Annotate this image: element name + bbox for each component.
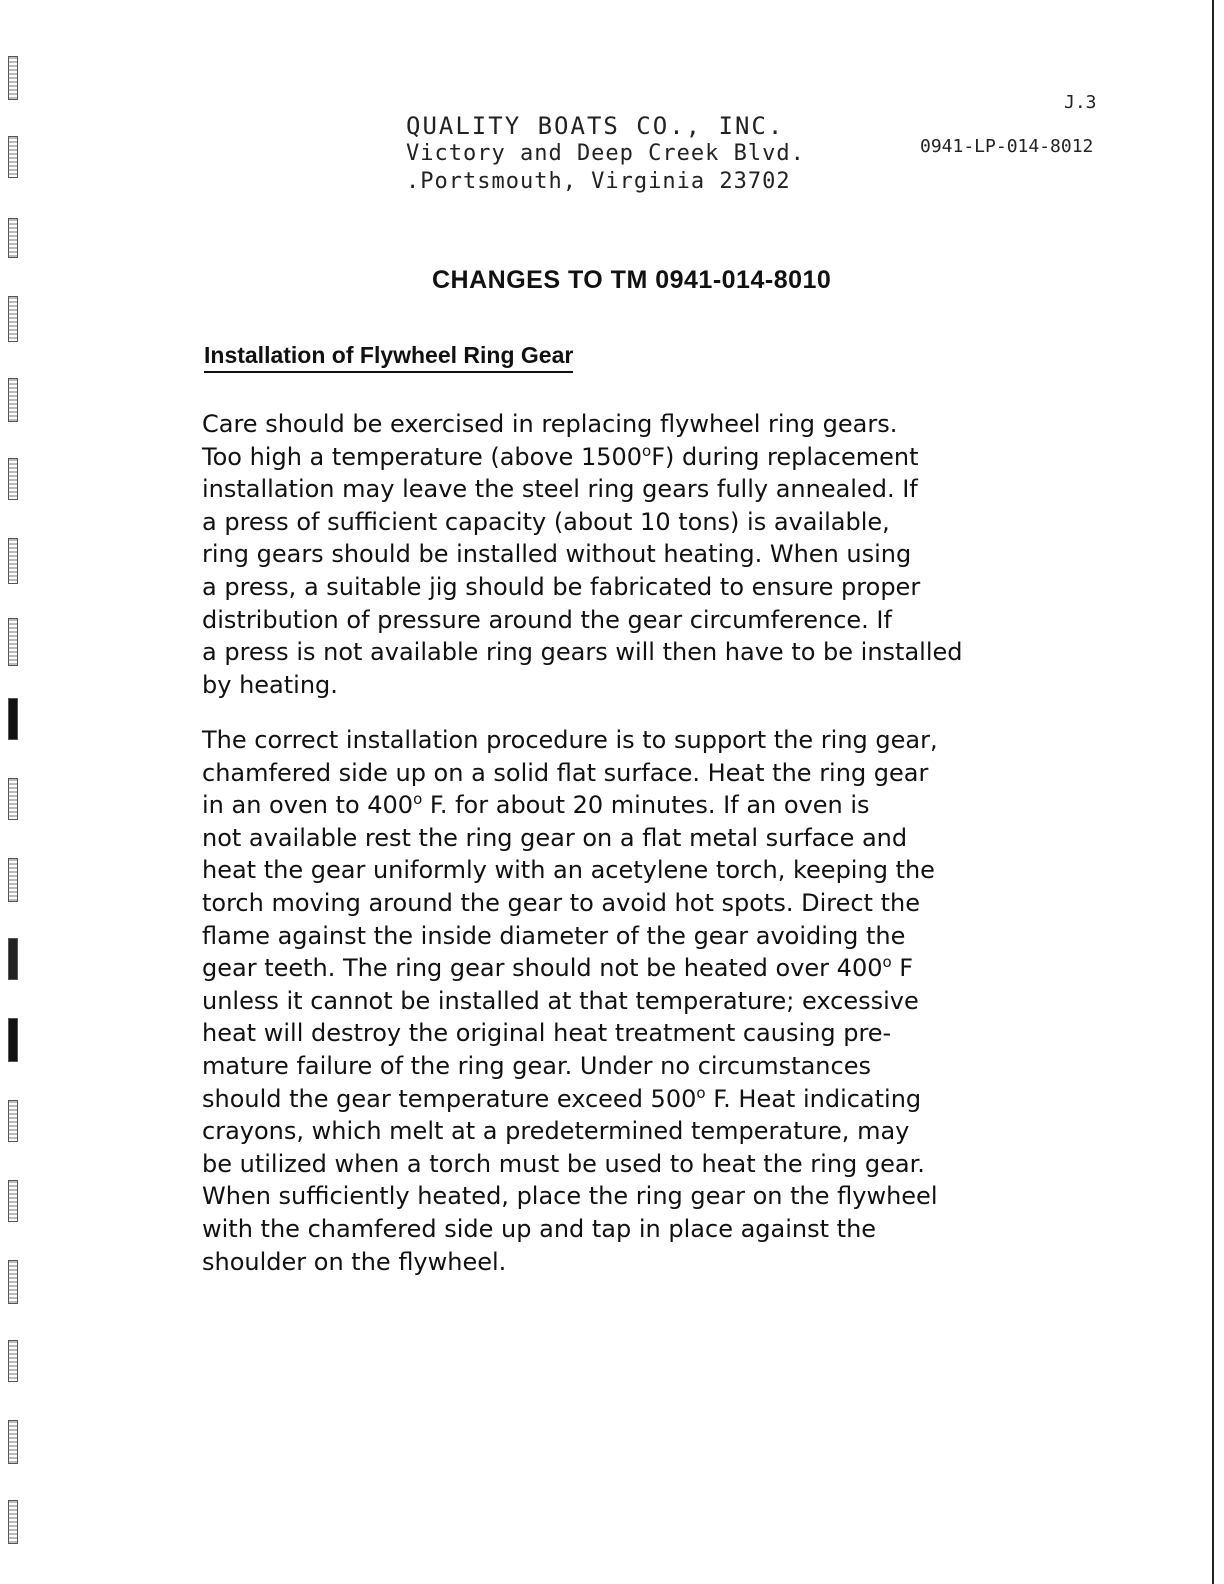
text-line: mature failure of the ring gear. Under no circumstances [202, 1051, 871, 1080]
text-line: a press of sufficient capacity (about 10 tons) is available, [202, 507, 890, 536]
binding-mark [8, 1340, 18, 1382]
page-number: J.3 [1064, 92, 1097, 113]
binding-mark [8, 1500, 18, 1544]
binding-mark [8, 538, 18, 584]
text-line: unless it cannot be installed at that temperature; excessive [202, 986, 919, 1015]
text-line: in an oven to 400$^o$ F. for about 20 minutes. If an oven is [202, 790, 870, 820]
company-address-block [406, 112, 805, 196]
binding-mark [8, 778, 18, 820]
text-line: When sufficiently heated, place the ring gear on the flywheel [202, 1182, 938, 1211]
text-line: be utilized when a torch must be used to heat the ring gear. [202, 1149, 925, 1178]
binding-mark [8, 1260, 18, 1304]
binding-mark [8, 618, 18, 666]
text-line: heat will destroy the original heat treatment causing pre- [202, 1019, 892, 1048]
text-line: should the gear temperature exceed 500$^o$ F. Heat indicating [202, 1083, 922, 1113]
binding-mark [8, 1100, 18, 1142]
binding-mark [8, 56, 18, 100]
text-line: torch moving around the gear to avoid hot spots. Direct the [202, 888, 920, 917]
text-line: distribution of pressure around the gear circumference. If [202, 605, 892, 634]
text-line: flame against the inside diameter of the gear avoiding the [202, 921, 906, 950]
binding-mark [8, 858, 18, 902]
binding-mark [8, 698, 18, 740]
document-number: 0941-LP-014-8012 [920, 136, 1094, 157]
text-line: a press is not available ring gears will then have to be installed [202, 638, 963, 667]
text-line: by heating. [202, 670, 338, 699]
text-line: shoulder on the flywheel. [202, 1247, 507, 1276]
address-line: .Portsmouth, Virginia 23702 [406, 169, 791, 194]
text-line: Too high a temperature (above 1500$^o$F) during replacement [202, 441, 919, 471]
binding-mark [8, 136, 18, 178]
binding-mark [8, 1018, 18, 1062]
section-heading: Installation of Flywheel Ring Gear [204, 342, 573, 373]
paragraph [202, 724, 1052, 1278]
text-line: not available rest the ring gear on a flat metal surface and [202, 823, 908, 852]
text-line: installation may leave the steel ring gears fully annealed. If [202, 475, 918, 504]
text-line: crayons, which melt at a predetermined temperature, may [202, 1117, 910, 1146]
text-line: heat the gear uniformly with an acetylene torch, keeping the [202, 856, 935, 885]
text-line: gear teeth. The ring gear should not be heated over 400$^o$ F [202, 953, 914, 983]
binding-mark [8, 1180, 18, 1222]
document-title: CHANGES TO TM 0941-014-8010 [432, 266, 832, 294]
text-line: Care should be exercised in replacing flywheel ring gears. [202, 410, 898, 438]
binding-mark [8, 218, 18, 258]
binding-mark [8, 296, 18, 342]
company-name: QUALITY BOATS CO., INC. [406, 112, 785, 140]
binding-mark [8, 458, 18, 500]
text-line: The correct installation procedure is to support the ring gear, [202, 726, 938, 754]
address-line: Victory and Deep Creek Blvd. [406, 141, 805, 166]
binding-mark [8, 1420, 18, 1464]
binding-mark [8, 938, 18, 980]
page-edge [1212, 0, 1214, 1584]
text-line: chamfered side up on a solid flat surface. Heat the ring gear [202, 758, 929, 787]
text-line: ring gears should be installed without heating. When using [202, 540, 912, 569]
text-line: with the chamfered side up and tap in place against the [202, 1214, 877, 1243]
binding-mark [8, 378, 18, 422]
text-line: a press, a suitable jig should be fabricated to ensure proper [202, 572, 921, 601]
paragraph [202, 408, 1052, 701]
